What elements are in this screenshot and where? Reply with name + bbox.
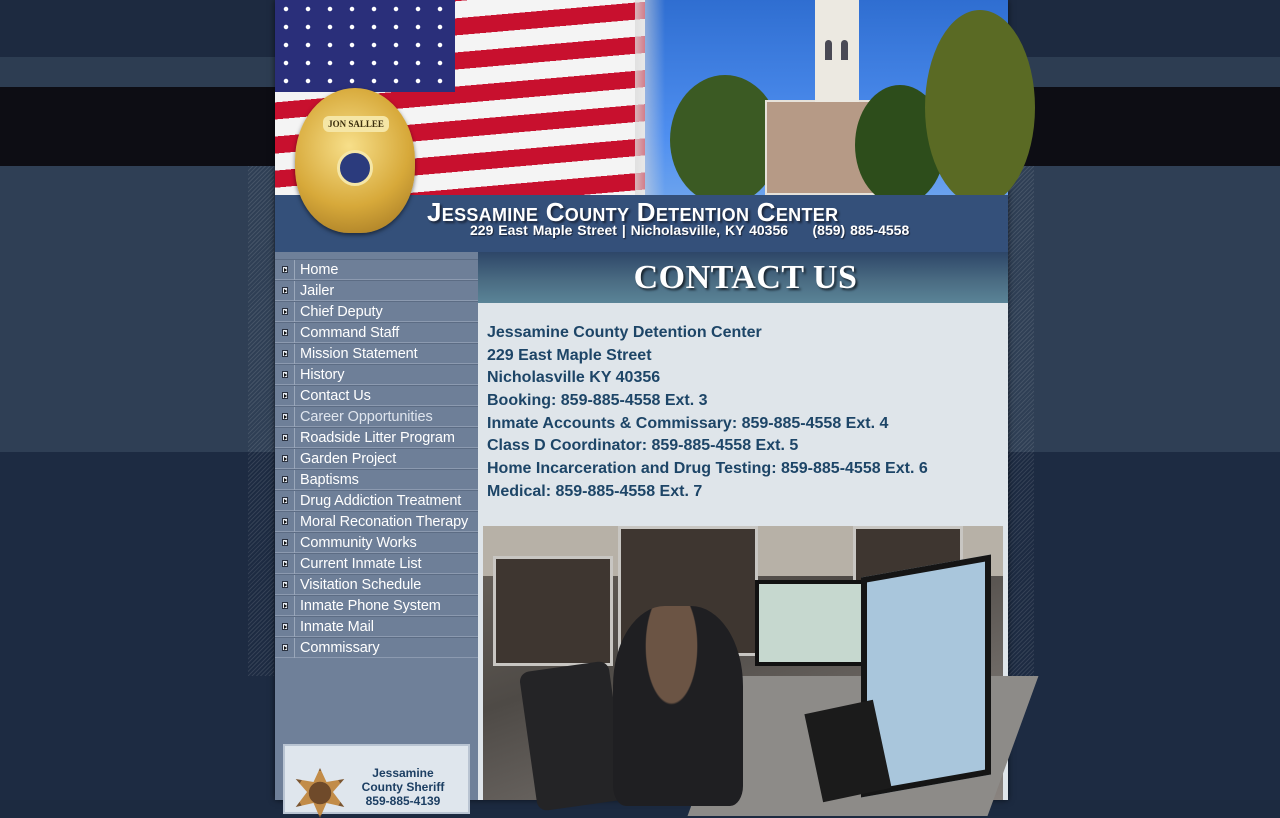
nav-item-community-works[interactable] [275, 532, 478, 553]
nav-item-home[interactable] [275, 259, 478, 280]
sidebar [275, 252, 478, 808]
sheriff-link-box[interactable] [283, 744, 470, 814]
photo-chair [519, 660, 628, 811]
photo-monitor [755, 580, 867, 666]
nav-label: History [300, 366, 345, 383]
page-container [275, 0, 1008, 808]
nav-label: Contact Us [300, 387, 371, 404]
bullet-arrow-icon [275, 449, 295, 469]
bullet-arrow-icon [275, 260, 295, 280]
tower-window [825, 40, 832, 60]
nav-item-history[interactable] [275, 364, 478, 385]
bullet-arrow-icon [275, 386, 295, 406]
sheriff-line-3: 859-885-4139 [365, 794, 441, 808]
contact-line-city: Nicholasville KY 40356 [487, 369, 661, 387]
contact-line-class-d: Class D Coordinator: 859-885-4558 Ext. 5 [487, 437, 799, 455]
site-title: Jessamine County Detention Center [427, 197, 839, 227]
nav-label: Roadside Litter Program [300, 429, 455, 446]
bullet-arrow-icon [275, 365, 295, 385]
decorative-hatch-right [1008, 166, 1034, 676]
nav-label: Community Works [300, 534, 417, 551]
contact-line-org: Jessamine County Detention Center [487, 324, 762, 341]
tower-window [841, 40, 848, 60]
nav-item-garden-project[interactable] [275, 448, 478, 469]
contact-info [487, 322, 928, 504]
header-banner [275, 0, 1008, 252]
nav-item-inmate-mail[interactable] [275, 616, 478, 637]
contact-line-accounts: Inmate Accounts & Commissary: 859-885-4558 Ext. 4 [487, 414, 889, 432]
site-address: 229 East Maple Street | Nicholasville, KY 40356 (859) 885-4558 [470, 222, 910, 238]
photo-person [613, 606, 743, 806]
nav-item-current-inmate-list[interactable] [275, 553, 478, 574]
courthouse-tower [815, 0, 859, 102]
nav-item-chief-deputy[interactable] [275, 301, 478, 322]
photo-window [493, 556, 613, 666]
bullet-arrow-icon [275, 281, 295, 301]
nav-label: Chief Deputy [300, 303, 383, 320]
sheriff-text [353, 766, 453, 808]
bullet-arrow-icon [275, 596, 295, 616]
nav-item-roadside-litter-program[interactable] [275, 427, 478, 448]
jailer-badge-icon [295, 88, 415, 233]
nav-label: Jailer [300, 282, 335, 299]
page-heading-bar [478, 252, 1008, 303]
nav-item-commissary[interactable] [275, 637, 478, 658]
main-content [478, 252, 1008, 800]
staff-at-desk-photo [483, 526, 1003, 800]
bullet-arrow-icon [275, 617, 295, 637]
bullet-arrow-icon [275, 491, 295, 511]
nav-label: Command Staff [300, 324, 400, 341]
nav-label: Visitation Schedule [300, 576, 422, 593]
nav-item-command-staff[interactable] [275, 322, 478, 343]
nav-item-inmate-phone-system[interactable] [275, 595, 478, 616]
nav-label: Career Opportunities [300, 408, 433, 425]
nav-label: Inmate Mail [300, 618, 374, 635]
contact-line-street: 229 East Maple Street [487, 346, 652, 364]
bullet-arrow-icon [275, 512, 295, 532]
tree [670, 75, 780, 205]
tree [925, 10, 1035, 205]
nav-label: Inmate Phone System [300, 597, 441, 614]
contact-line-booking: Booking: 859-885-4558 Ext. 3 [487, 392, 708, 410]
sheriff-line-1: Jessamine [372, 766, 434, 780]
nav-item-visitation-schedule[interactable] [275, 574, 478, 595]
nav-label: Current Inmate List [300, 555, 422, 572]
bullet-arrow-icon [275, 470, 295, 490]
bullet-arrow-icon [275, 407, 295, 427]
nav-label: Mission Statement [300, 345, 418, 362]
nav-label: Drug Addiction Treatment [300, 492, 462, 509]
nav-item-contact-us[interactable] [275, 385, 478, 406]
bullet-arrow-icon [275, 323, 295, 343]
badge-seal-icon [337, 150, 373, 186]
bullet-arrow-icon [275, 533, 295, 553]
nav-label: Moral Reconation Therapy [300, 513, 469, 530]
badge-name: JON SALLEE [323, 116, 389, 132]
nav-item-moral-reconation-therapy[interactable] [275, 511, 478, 532]
nav-label: Baptisms [300, 471, 359, 488]
flag-stars [275, 0, 455, 92]
decorative-hatch-left [248, 166, 274, 676]
bullet-arrow-icon [275, 344, 295, 364]
nav-item-jailer[interactable] [275, 280, 478, 301]
nav-item-baptisms[interactable] [275, 469, 478, 490]
nav-label: Commissary [300, 639, 380, 656]
nav-item-career-opportunities[interactable] [275, 406, 478, 427]
bullet-arrow-icon [275, 638, 295, 658]
sidebar-nav [275, 259, 478, 658]
sheriff-star-icon [293, 768, 347, 818]
contact-line-home-incarceration: Home Incarceration and Drug Testing: 859-885-4558 Ext. 6 [487, 460, 928, 478]
nav-label: Home [300, 261, 339, 278]
bullet-arrow-icon [275, 575, 295, 595]
image-blend [635, 0, 665, 195]
sheriff-line-2: County Sheriff [361, 780, 445, 794]
nav-label: Garden Project [300, 450, 397, 467]
nav-item-drug-addiction-treatment[interactable] [275, 490, 478, 511]
bullet-arrow-icon [275, 428, 295, 448]
page-title: CONTACT US [633, 258, 858, 296]
bullet-arrow-icon [275, 302, 295, 322]
bullet-arrow-icon [275, 554, 295, 574]
nav-item-mission-statement[interactable] [275, 343, 478, 364]
contact-line-medical: Medical: 859-885-4558 Ext. 7 [487, 482, 703, 500]
